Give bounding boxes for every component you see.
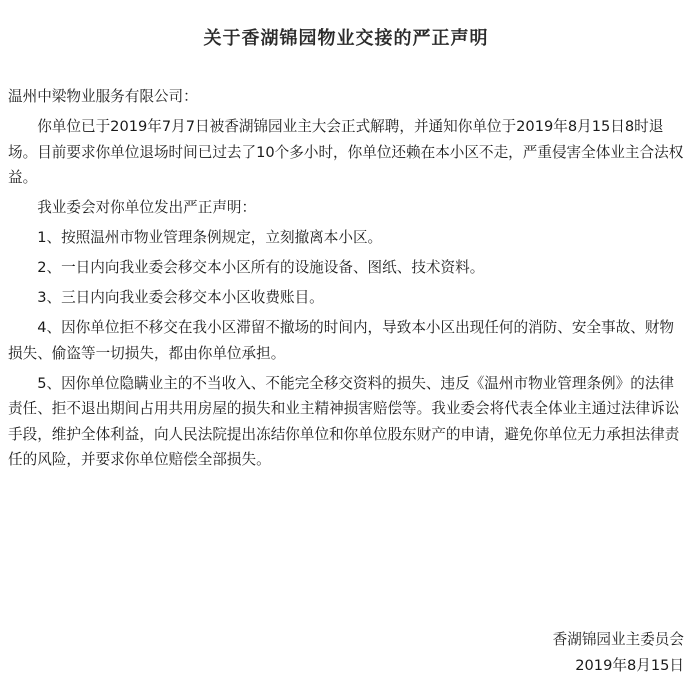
document-title: 关于香湖锦园物业交接的严正声明 [203,28,489,50]
paragraph-declaration: 我业委会对你单位发出严正声明： [37,199,257,216]
paragraph-item-4: 4、因你单位拒不移交在我小区滞留不撤场的时间内，导致本小区出现任何的消防、安全事故、财物损失、偷盗等一切损失，都由你单位承担。 [8,319,675,362]
paragraph-intro: 你单位已于2019年7月7日被香湖锦园业主大会正式解聘，并通知你单位于2019年8月15日8时退场。目前要求你单位退场时间已过去了10个多小时，你单位还赖在本小区不走，严重侵害全体业主合法权益。 [8,118,684,186]
paragraph-item-5: 5、因你单位隐瞒业主的不当收入、不能完全移交资料的损失、违反《温州市物业管理条例》的法律责任、拒不退出期间占用共用房屋的损失和业主精神损害赔偿等。我业委会将代表全体业主通过法律诉讼手段，维护全体利益，向人民法院提出冻结你单位和你单位股东财产的申请，避免你单位无力承担法律责任的风险，并要求你单位赔偿全部损失。 [8,374,680,468]
document-body [8,84,686,477]
signature-organization: 香湖锦园业主委员会 [552,631,684,648]
paragraph-item-3: 3、三日内向我业委会移交本小区收费账目。 [37,289,324,306]
addressee: 温州中梁物业服务有限公司： [8,88,198,105]
paragraph-item-1: 1、按照温州市物业管理条例规定，立刻撤离本小区。 [37,229,383,246]
signature-date: 2019年8月15日 [575,657,684,674]
signature-block [553,627,684,679]
paragraph-item-2: 2、一日内向我业委会移交本小区所有的设施设备、图纸、技术资料。 [37,259,485,276]
